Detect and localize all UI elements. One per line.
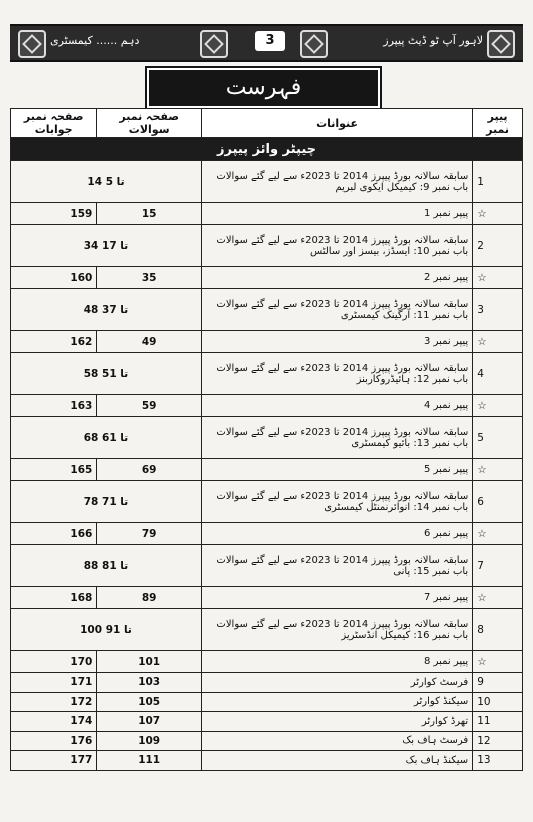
table-row (11, 417, 523, 459)
table-row (11, 673, 523, 693)
topic-cell (201, 651, 472, 673)
col-questions-page: صفحہ نمبر سوالات (97, 109, 202, 138)
table-row (11, 751, 523, 771)
table-row (11, 395, 523, 417)
answers-page-number: 162 (11, 331, 97, 353)
table-row (11, 712, 523, 732)
questions-page-number: 15 (97, 203, 202, 225)
chapter-title: باب نمبر 12: ہائیڈروکاربنز (356, 373, 469, 385)
table-row (11, 289, 523, 331)
answers-page-number: 174 (11, 712, 97, 732)
topic-line: سابقہ سالانہ بورڈ پیپرز 2014 تا 2023ء سے لیے گئے سوالات (216, 170, 469, 182)
table-row (11, 459, 523, 481)
star-icon: ☆ (473, 331, 523, 353)
answers-page-number: 170 (11, 651, 97, 673)
table-row (11, 609, 523, 651)
answers-page-number: 159 (11, 203, 97, 225)
topic-line: پیپر نمبر 8 (424, 656, 469, 667)
page-header (10, 24, 523, 62)
star-icon: ☆ (473, 203, 523, 225)
answers-page-number: 172 (11, 692, 97, 712)
topic-cell (201, 353, 472, 395)
topic-line: سابقہ سالانہ بورڈ پیپرز 2014 تا 2023ء سے لیے گئے سوالات (216, 554, 469, 566)
page-range: 88 تا 81 (11, 545, 202, 587)
table-row (11, 545, 523, 587)
topic-cell (201, 225, 472, 267)
topic-line: پیپر نمبر 4 (424, 400, 469, 411)
topic-line: سابقہ سالانہ بورڈ پیپرز 2014 تا 2023ء سے لیے گئے سوالات (216, 234, 469, 246)
chapter-title: باب نمبر 10: ایسڈز، بیسز اور سالٹس (309, 245, 469, 257)
topic-line: پیپر نمبر 3 (424, 336, 469, 347)
questions-page-number: 89 (97, 587, 202, 609)
topic-cell (201, 481, 472, 523)
star-icon: ☆ (473, 523, 523, 545)
answers-page-number: 176 (11, 731, 97, 751)
paper-number: 11 (473, 712, 523, 732)
topic-cell (201, 751, 472, 771)
table-row (11, 331, 523, 353)
col-paper-no: پیپر نمبر (473, 109, 523, 138)
topic-line: پیپر نمبر 1 (424, 208, 469, 219)
paper-number: 3 (473, 289, 523, 331)
paper-number: 10 (473, 692, 523, 712)
contents-table (10, 108, 523, 771)
questions-page-number: 35 (97, 267, 202, 289)
topic-cell (201, 417, 472, 459)
topic-cell (201, 267, 472, 289)
answers-page-number: 165 (11, 459, 97, 481)
paper-number: 5 (473, 417, 523, 459)
star-icon: ☆ (473, 651, 523, 673)
ornament-icon (300, 30, 328, 58)
paper-number: 2 (473, 225, 523, 267)
topic-cell (201, 609, 472, 651)
header-left-text: دہم ...... کیمسٹری (50, 34, 140, 47)
answers-page-number: 171 (11, 673, 97, 693)
answers-page-number: 166 (11, 523, 97, 545)
table-row (11, 225, 523, 267)
ornament-icon (18, 30, 46, 58)
topic-cell (201, 331, 472, 353)
section-band: چیپٹر وائز پیپرز (11, 138, 523, 161)
chapter-title: باب نمبر 14: انوائرنمنٹل کیمسٹری (324, 501, 469, 513)
questions-page-number: 59 (97, 395, 202, 417)
table-row (11, 353, 523, 395)
table-row (11, 481, 523, 523)
topic-cell (201, 712, 472, 732)
answers-page-number: 177 (11, 751, 97, 771)
questions-page-number: 101 (97, 651, 202, 673)
page-number: 3 (255, 31, 285, 51)
table-row (11, 523, 523, 545)
paper-number: 6 (473, 481, 523, 523)
topic-line: فرسٹ ہاف بک (402, 735, 469, 747)
paper-number: 1 (473, 161, 523, 203)
paper-number: 9 (473, 673, 523, 693)
questions-page-number: 103 (97, 673, 202, 693)
table-row (11, 651, 523, 673)
page-range: 100 تا 91 (11, 609, 202, 651)
topic-line: سابقہ سالانہ بورڈ پیپرز 2014 تا 2023ء سے لیے گئے سوالات (216, 426, 469, 438)
paper-number: 7 (473, 545, 523, 587)
questions-page-number: 105 (97, 692, 202, 712)
table-row (11, 587, 523, 609)
contents-rows (11, 161, 523, 771)
topic-cell (201, 395, 472, 417)
topic-cell (201, 692, 472, 712)
topic-line: سابقہ سالانہ بورڈ پیپرز 2014 تا 2023ء سے لیے گئے سوالات (216, 490, 469, 502)
topic-cell (201, 203, 472, 225)
star-icon: ☆ (473, 395, 523, 417)
table-row (11, 267, 523, 289)
page-range: 68 تا 61 (11, 417, 202, 459)
col-answers-page: صفحہ نمبر جوابات (11, 109, 97, 138)
chapter-title: باب نمبر 13: بائیو کیمسٹری (351, 437, 469, 449)
questions-page-number: 49 (97, 331, 202, 353)
star-icon: ☆ (473, 587, 523, 609)
chapter-title: باب نمبر 9: کیمیکل ایکوی لبریم (335, 181, 469, 193)
questions-page-number: 107 (97, 712, 202, 732)
header-right-text: لاہور آپ ٹو ڈیٹ پیپرز (383, 34, 483, 47)
table-row (11, 161, 523, 203)
topic-cell (201, 523, 472, 545)
page-range: 14 تا 5 (11, 161, 202, 203)
topic-line: سابقہ سالانہ بورڈ پیپرز 2014 تا 2023ء سے لیے گئے سوالات (216, 298, 469, 310)
answers-page-number: 168 (11, 587, 97, 609)
ornament-icon (487, 30, 515, 58)
answers-page-number: 160 (11, 267, 97, 289)
topic-line: پیپر نمبر 2 (424, 272, 469, 283)
questions-page-number: 69 (97, 459, 202, 481)
paper-number: 13 (473, 751, 523, 771)
col-topics: عنوانات (201, 109, 472, 138)
topic-cell (201, 731, 472, 751)
page-range: 58 تا 51 (11, 353, 202, 395)
page-range: 48 تا 37 (11, 289, 202, 331)
topic-line: سیکنڈ ہاف بک (405, 754, 469, 766)
page-range: 78 تا 71 (11, 481, 202, 523)
topic-line: پیپر نمبر 5 (424, 464, 469, 475)
chapter-title: باب نمبر 11: آرگینک کیمسٹری (340, 309, 469, 321)
topic-cell (201, 289, 472, 331)
page-range: 34 تا 17 (11, 225, 202, 267)
topic-line: سیکنڈ کوارٹر (414, 696, 469, 708)
paper-number: 12 (473, 731, 523, 751)
table-row (11, 692, 523, 712)
questions-page-number: 111 (97, 751, 202, 771)
topic-cell (201, 161, 472, 203)
chapter-title: باب نمبر 15: پانی (393, 565, 469, 577)
topic-cell (201, 673, 472, 693)
table-row (11, 203, 523, 225)
topic-line: فرسٹ کوارٹر (410, 676, 469, 688)
section-band-row (11, 138, 523, 161)
ornament-icon (200, 30, 228, 58)
topic-cell (201, 459, 472, 481)
paper-number: 4 (473, 353, 523, 395)
star-icon: ☆ (473, 267, 523, 289)
paper-number: 8 (473, 609, 523, 651)
column-header-row (11, 109, 523, 138)
page-title: فہرست (145, 66, 382, 110)
topic-line: تھرڈ کوارٹر (421, 715, 469, 727)
topic-cell (201, 587, 472, 609)
star-icon: ☆ (473, 459, 523, 481)
topic-line: پیپر نمبر 7 (424, 592, 469, 603)
topic-cell (201, 545, 472, 587)
topic-line: سابقہ سالانہ بورڈ پیپرز 2014 تا 2023ء سے لیے گئے سوالات (216, 618, 469, 630)
answers-page-number: 163 (11, 395, 97, 417)
topic-line: پیپر نمبر 6 (424, 528, 469, 539)
questions-page-number: 79 (97, 523, 202, 545)
questions-page-number: 109 (97, 731, 202, 751)
chapter-title: باب نمبر 16: کیمیکل انڈسٹریز (341, 629, 469, 641)
topic-line: سابقہ سالانہ بورڈ پیپرز 2014 تا 2023ء سے لیے گئے سوالات (216, 362, 469, 374)
table-row (11, 731, 523, 751)
